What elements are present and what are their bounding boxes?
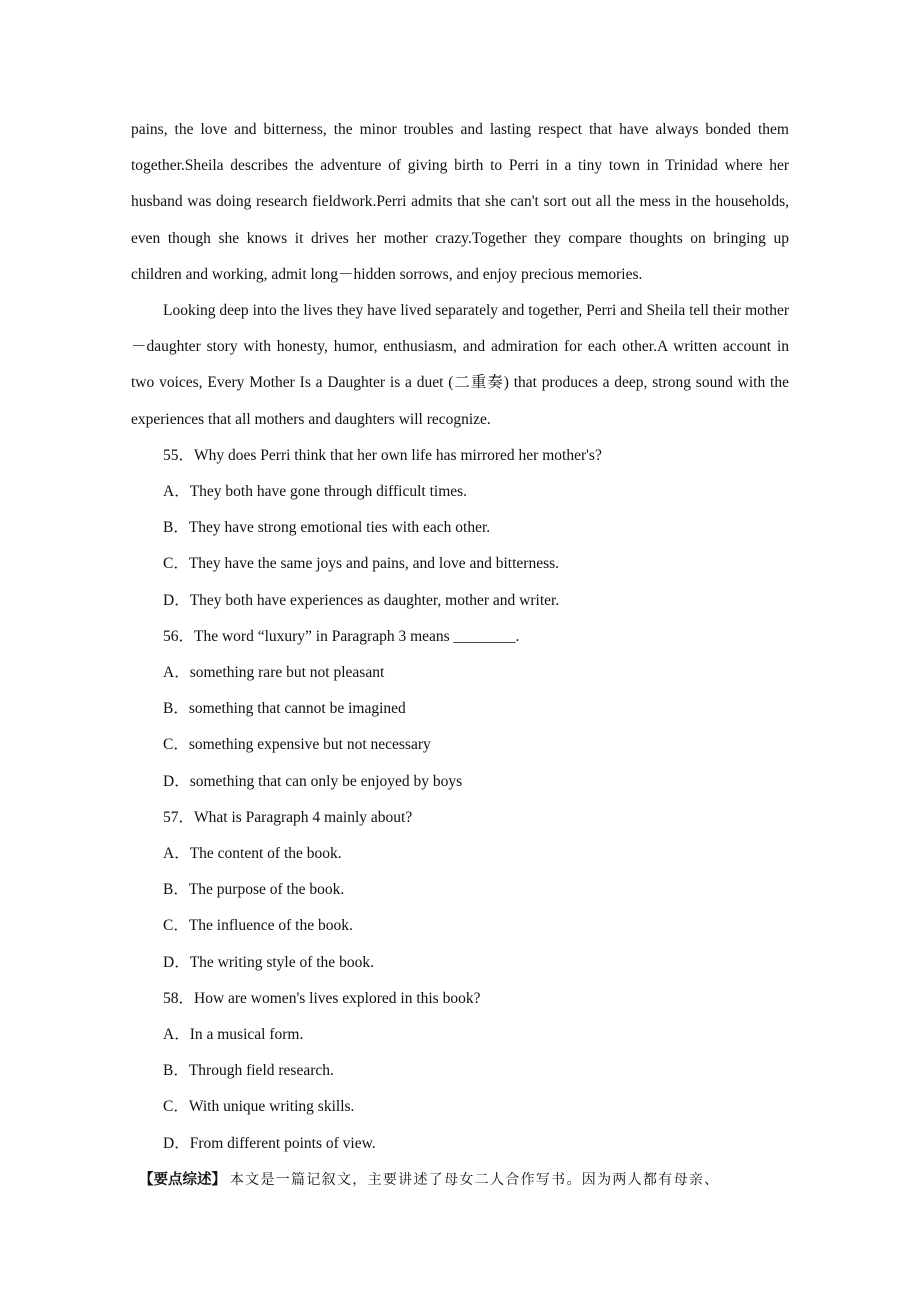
question-stem: 55．Why does Perri think that her own life has mirrored her mother's? (163, 446, 602, 464)
option-c: C．something expensive but not necessary (163, 736, 431, 754)
option-a: A．They both have gone through difficult times. (163, 483, 468, 501)
option-a: A．The content of the book. (163, 845, 342, 863)
question-stem: 56．The word “luxury” in Paragraph 3 means ________. (163, 627, 520, 645)
question-57 (131, 800, 789, 981)
option-a: A．In a musical form. (163, 1026, 304, 1044)
option-b: B．Through field research. (163, 1062, 334, 1080)
paragraph-continuation: pains, the love and bitterness, the minor troubles and lasting respect that have always bonded them together.Sheila describes the adventure of giving birth to Perri in a tiny town in Trinidad where her husband was doing research fieldwork.Perri admits that she can't sort out all the mess in the households, even though she knows it drives her mother crazy.Together they compare thoughts on bringing up children and working, admit long－hidden sorrows, and enjoy precious memories. (131, 121, 789, 283)
option-d: D．something that can only be enjoyed by boys (163, 772, 463, 790)
key-points-summary (131, 1162, 789, 1198)
option-d: D．From different points of view. (163, 1134, 376, 1152)
question-stem: 57．What is Paragraph 4 mainly about? (163, 808, 413, 826)
option-d: D．The writing style of the book. (163, 953, 374, 971)
paragraph-book-summary: Looking deep into the lives they have lived separately and together, Perri and Sheila tell their mother－daughter story with honesty, humor, enthusiasm, and admiration for each other.A written account in two voices, Every Mother Is a Daughter is a duet (二重奏) that produces a deep, strong sound with the experiences that all mothers and daughters will recognize. (131, 302, 789, 428)
summary-text: 本文是一篇记叙文，主要讲述了母女二人合作写书。因为两人都有母亲、 (229, 1171, 720, 1188)
question-55 (131, 438, 789, 619)
option-b: B．The purpose of the book. (163, 881, 345, 899)
option-c: C．The influence of the book. (163, 917, 353, 935)
option-a: A．something rare but not pleasant (163, 664, 385, 682)
document-body (131, 112, 789, 1198)
summary-label: 【要点综述】 (139, 1171, 226, 1188)
option-b: B．something that cannot be imagined (163, 700, 406, 718)
option-c: C．They have the same joys and pains, and love and bitterness. (163, 555, 560, 573)
question-56 (131, 619, 789, 800)
question-stem: 58．How are women's lives explored in this book? (163, 989, 481, 1007)
question-58 (131, 981, 789, 1162)
option-d: D．They both have experiences as daughter, mother and writer. (163, 591, 560, 609)
option-c: C．With unique writing skills. (163, 1098, 355, 1116)
option-b: B．They have strong emotional ties with each other. (163, 519, 491, 537)
